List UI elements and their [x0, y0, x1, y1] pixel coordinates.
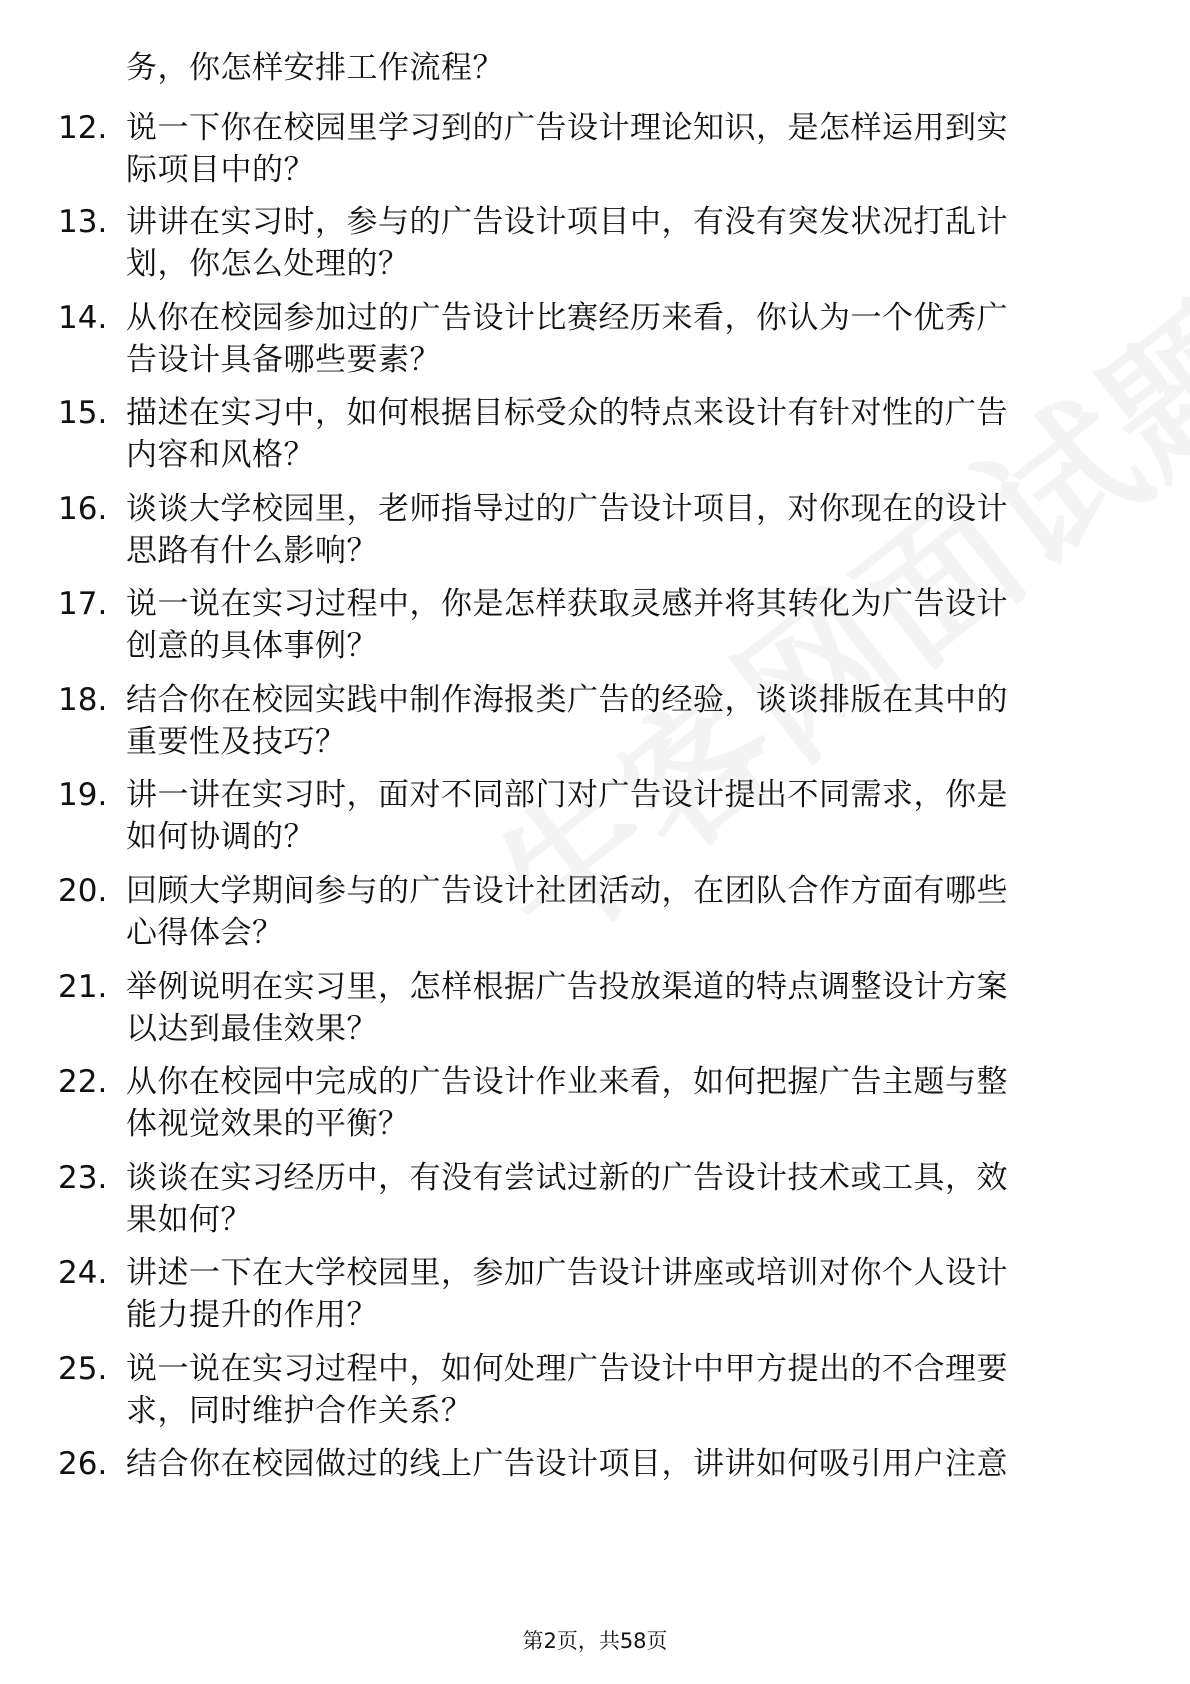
question-number: 22.: [58, 1064, 108, 1100]
question-text: 回顾大学期间参与的广告设计社团活动，在团队合作方面有哪些 心得体会？: [126, 873, 1008, 951]
question-number: 20.: [58, 873, 108, 909]
question-text: 说一说在实习过程中，你是怎样获取灵感并将其转化为广告设计 创意的具体事例？: [126, 586, 1008, 664]
question-number: 24.: [58, 1255, 108, 1291]
question-number: 23.: [58, 1160, 108, 1196]
question-number: 19.: [58, 777, 108, 813]
question-number: 21.: [58, 969, 108, 1005]
continued-question-text: 务，你怎样安排工作流程？: [126, 50, 504, 86]
question-text: 结合你在校园做过的线上广告设计项目，讲讲如何吸引用户注意: [126, 1446, 1008, 1482]
question-number: 14.: [58, 300, 108, 336]
question-text: 从你在校园中完成的广告设计作业来看，如何把握广告主题与整 体视觉效果的平衡？: [126, 1064, 1008, 1142]
question-text: 结合你在校园实践中制作海报类广告的经验，谈谈排版在其中的 重要性及技巧？: [126, 682, 1008, 760]
question-text: 讲述一下在大学校园里，参加广告设计讲座或培训对你个人设计 能力提升的作用？: [126, 1255, 1008, 1333]
page-footer: 第2页，共58页: [522, 1629, 668, 1653]
question-text: 谈谈大学校园里，老师指导过的广告设计项目，对你现在的设计 思路有什么影响？: [126, 491, 1008, 569]
question-number: 26.: [58, 1446, 108, 1482]
question-text: 说一说在实习过程中，如何处理广告设计中甲方提出的不合理要 求，同时维护合作关系？: [126, 1351, 1008, 1429]
question-text: 从你在校园参加过的广告设计比赛经历来看，你认为一个优秀广 告设计具备哪些要素？: [126, 300, 1008, 378]
question-text: 描述在实习中，如何根据目标受众的特点来设计有针对性的广告 内容和风格？: [126, 395, 1008, 473]
question-number: 12.: [58, 110, 108, 146]
question-number: 16.: [58, 491, 108, 527]
question-number: 25.: [58, 1351, 108, 1387]
question-number: 17.: [58, 586, 108, 622]
question-text: 讲一讲在实习时，面对不同部门对广告设计提出不同需求，你是 如何协调的？: [126, 777, 1008, 855]
question-number: 18.: [58, 682, 108, 718]
question-text: 讲讲在实习时，参与的广告设计项目中，有没有突发状况打乱计 划，你怎么处理的？: [126, 204, 1008, 282]
question-text: 举例说明在实习里，怎样根据广告投放渠道的特点调整设计方案 以达到最佳效果？: [126, 969, 1008, 1047]
question-text: 谈谈在实习经历中，有没有尝试过新的广告设计技术或工具，效 果如何？: [126, 1160, 1008, 1238]
question-text: 说一下你在校园里学习到的广告设计理论知识，是怎样运用到实 际项目中的？: [126, 110, 1008, 188]
question-number: 15.: [58, 395, 108, 431]
question-number: 13.: [58, 204, 108, 240]
